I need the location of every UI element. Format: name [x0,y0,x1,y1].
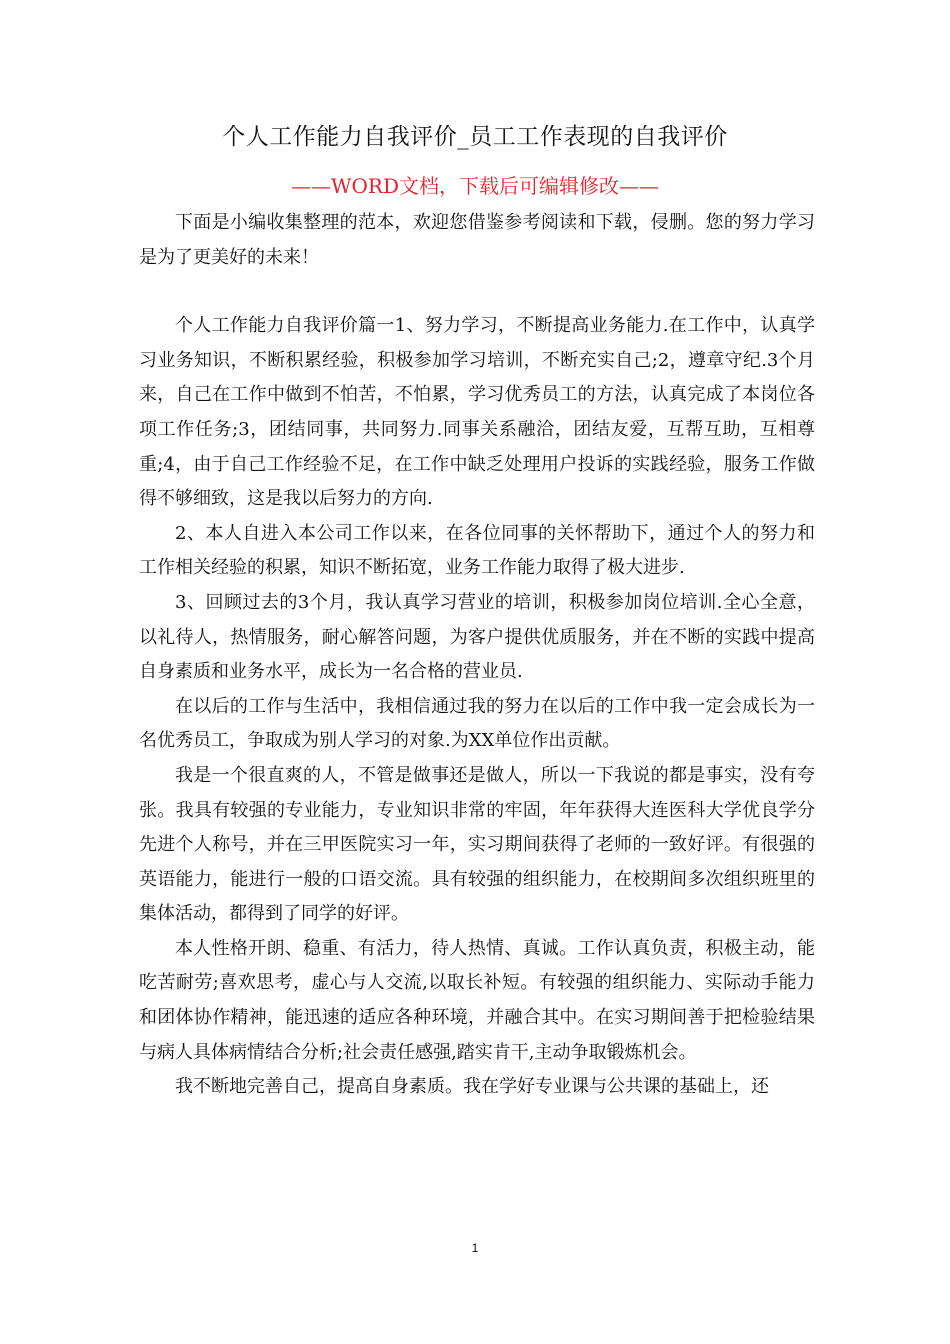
paragraph: 本人性格开朗、稳重、有活力，待人热情、真诚。工作认真负责，积极主动，能吃苦耐劳;喜欢思考，虚心与人交流,以取长补短。有较强的组织能力、实际动手能力和团体协作精神，能迅速的适应各种环境，并融合其中。在实习期间善于把检验结果与病人具体病情结合分析;社会责任感强,踏实肯干,主动争取锻炼机会。 [139,937,815,1063]
document-title: 个人工作能力自我评价_员工工作表现的自我评价 [222,124,728,150]
document-subtitle: ——WORD文档，下载后可编辑修改—— [290,174,660,198]
page-number: 1 [471,1241,479,1255]
paragraph: 我是一个很直爽的人，不管是做事还是做人，所以一下我说的都是事实，没有夸张。我具有较强的专业能力，专业知识非常的牢固，年年获得大连医科大学优良学分先进个人称号，并在三甲医院实习一年，实习期间获得了老师的一致好评。有很强的英语能力，能进行一般的口语交流。具有较强的组织能力，在校期间多次组织班里的集体活动，都得到了同学的好评。 [139,764,815,925]
paragraph: 2、本人自进入本公司工作以来，在各位同事的关怀帮助下，通过个人的努力和工作相关经验的积累，知识不断拓宽，业务工作能力取得了极大进步. [139,522,815,579]
paragraph: 3、回顾过去的3个月，我认真学习营业的培训，积极参加岗位培训.全心全意，以礼待人，热情服务，耐心解答问题，为客户提供优质服务，并在不断的实践中提高自身素质和业务水平，成长为一名合格的营业员. [139,591,815,683]
paragraph: 在以后的工作与生活中，我相信通过我的努力在以后的工作中我一定会成长为一名优秀员工，争取成为别人学习的对象.为XX单位作出贡献。 [139,695,815,752]
paragraph: 我不断地完善自己，提高自身素质。我在学好专业课与公共课的基础上，还 [175,1076,769,1098]
paragraph-intro: 下面是小编收集整理的范本，欢迎您借鉴参考阅读和下载，侵删。您的努力学习是为了更美好的未来！ [139,212,815,268]
paragraph: 个人工作能力自我评价篇一1、努力学习，不断提高业务能力.在工作中，认真学习业务知识，不断积累经验，积极参加学习培训，不断充实自己;2，遵章守纪.3个月来，自己在工作中做到不怕苦，不怕累，学习优秀员工的方法，认真完成了本岗位各项工作任务;3，团结同事，共同努力.同事关系融洽，团结友爱，互帮互助，互相尊重;4，由于自己工作经验不足，在工作中缺乏处理用户投诉的实践经验，服务工作做得不够细致，这是我以后努力的方向. [139,315,815,510]
document-body [139,206,815,1105]
